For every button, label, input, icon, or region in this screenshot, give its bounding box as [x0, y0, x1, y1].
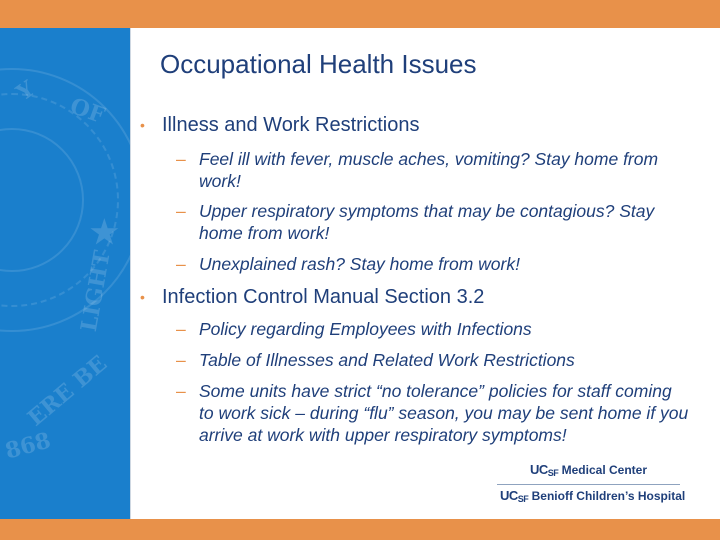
sub-bullet-text: Policy regarding Employees with Infections [199, 319, 532, 339]
seal-text: ERE BE [22, 350, 113, 432]
seal-star-icon: ★ [90, 213, 119, 251]
slide-title: Occupational Health Issues [160, 49, 477, 79]
sub-bullet-text: Some units have strict “no tolerance” policies for staff coming to work sick – during “flu” season, you may be sent home if you arrive at work with upper respiratory symptoms! [199, 381, 689, 445]
seal-text: LIGHT [75, 248, 116, 334]
dash-icon: – [176, 319, 186, 339]
seal-text: 868 [2, 427, 54, 465]
bullet-text: Infection Control Manual Section 3.2 [162, 286, 485, 308]
sub-bullet-text: Upper respiratory symptoms that may be contagious? Stay home from work! [199, 201, 655, 243]
logo-divider [497, 484, 680, 485]
seal-text: Y [11, 75, 40, 107]
dash-icon: – [176, 381, 186, 401]
dash-icon: – [176, 201, 186, 221]
bottom-accent-bar [0, 519, 720, 540]
dash-icon: – [176, 149, 186, 169]
logo-label: Benioff Children’s Hospital [531, 489, 686, 503]
ucsf-childrens-hospital-logo [500, 488, 685, 504]
bullet-dot-icon: • [140, 117, 145, 133]
ucsf-medical-center-logo [530, 462, 647, 478]
ucsf-wordmark: $UC_{SF}$ [530, 462, 559, 478]
logo-label: Medical Center [561, 463, 647, 477]
sub-bullet-text: Table of Illnesses and Related Work Restrictions [199, 350, 575, 370]
top-accent-bar [0, 0, 720, 28]
ucsf-wordmark: $UC_{SF}$ [500, 488, 529, 504]
content-divider [130, 28, 131, 519]
dash-icon: – [176, 254, 186, 274]
bullet-dot-icon: • [140, 289, 145, 305]
seal-text: OF [66, 92, 109, 130]
bullet-text: Illness and Work Restrictions [162, 114, 420, 136]
sub-bullet-text: Unexplained rash? Stay home from work! [199, 254, 520, 274]
dash-icon: – [176, 350, 186, 370]
seal-sidebar [0, 28, 130, 519]
sub-bullet-text: Feel ill with fever, muscle aches, vomiting? Stay home from work! [199, 149, 659, 191]
